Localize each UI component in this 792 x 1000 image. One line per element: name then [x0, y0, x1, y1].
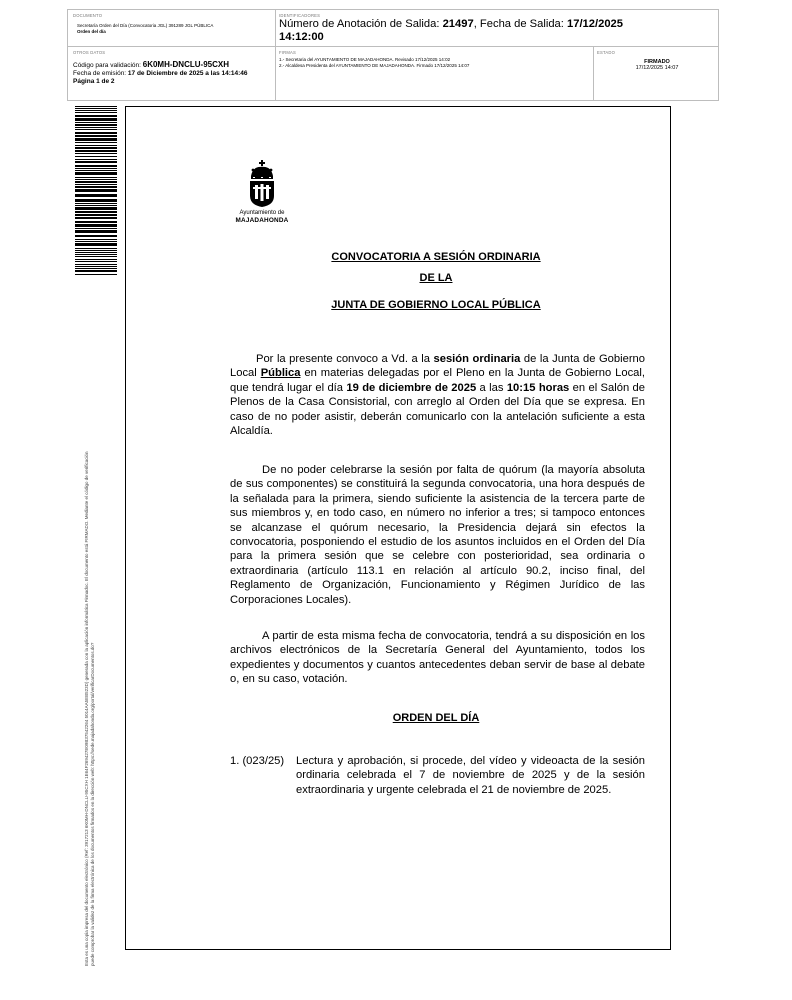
barcode-bar	[75, 239, 117, 240]
barcode-bar	[75, 211, 117, 213]
p1-sesion-ordinaria: sesión ordinaria	[433, 353, 521, 365]
barcode-bar	[75, 161, 117, 163]
emision-value: 17 de Diciembre de 2025 a las 14:14:46	[127, 70, 248, 77]
barcode-bar	[75, 168, 117, 169]
barcode-bar	[75, 248, 117, 249]
emision-prefix: Fecha de emisión:	[73, 70, 128, 77]
registro-mid: , Fecha de Salida:	[473, 18, 567, 30]
documento-line1: Secretaría Orden del Día (Convocatoria JGL) 391289 JGL PÚBLICA	[77, 23, 214, 28]
barcode-bar	[75, 147, 117, 149]
orden-item-text: Lectura y aprobación, si procede, del vídeo y videoacta de la sesión ordinaria celebrada el 7 de noviembre de 2025 y de la sesión extraordinaria y urgente celebrada el 21 de noviembre de 2025.	[296, 755, 645, 796]
registro-numero: 21497	[442, 18, 474, 30]
title-line2: DE LA	[419, 272, 453, 284]
barcode-bar	[75, 217, 117, 219]
codigo-prefix: Código para validación:	[73, 62, 143, 69]
barcode-bar	[75, 261, 117, 262]
barcode-bar	[75, 230, 117, 233]
barcode-bar	[75, 228, 117, 229]
barcode-bar	[75, 142, 117, 143]
barcode-bar	[75, 214, 117, 216]
barcode-bar	[75, 159, 117, 160]
fecha-emision	[73, 70, 273, 78]
registro-fecha: 17/12/2025	[567, 18, 623, 30]
identificadores-cell	[279, 13, 717, 46]
barcode-bar	[75, 135, 117, 137]
orden-item-number: 1. (023/25)	[230, 755, 285, 767]
barcode-bar	[75, 165, 117, 167]
signature-header-table	[67, 9, 719, 101]
estado-cell	[597, 50, 717, 100]
barcode-bar	[75, 250, 117, 251]
barcode-bar	[75, 112, 117, 113]
barcode-bar	[75, 264, 117, 265]
barcode-bar	[75, 172, 117, 175]
barcode-bar	[75, 221, 117, 223]
barcode	[75, 106, 117, 276]
estado-label: ESTADO	[597, 50, 616, 55]
registro-hora: 14:12:00	[279, 31, 324, 43]
orden-del-dia-heading: ORDEN DEL DÍA	[392, 712, 480, 724]
barcode-bar	[75, 184, 117, 185]
documento-label: DOCUMENTO	[73, 13, 103, 18]
barcode-bar	[75, 127, 117, 128]
codigo-value: 6K0MH-DNCLU-95CXH	[142, 60, 229, 69]
barcode-bar	[75, 203, 117, 204]
barcode-bar	[75, 235, 117, 237]
barcode-bar	[75, 124, 117, 126]
estado-fecha: 17/12/2025 14:07	[635, 65, 679, 71]
verification-side-text	[84, 286, 95, 966]
barcode-bar	[75, 243, 117, 246]
barcode-bar	[75, 224, 117, 227]
barcode-bar	[75, 189, 117, 192]
barcode-bar	[75, 186, 117, 188]
logo-line2: MAJADAHONDA	[235, 217, 289, 224]
logo-line1: Ayuntamiento de	[239, 210, 285, 216]
barcode-bar	[75, 153, 117, 154]
side-text-line2: puede comprobar la validez de la firma electrónica de los documentos firmados en la dirección web: https://sede.majadahonda.org/portal/verificarDocumentos.do?	[89, 642, 95, 966]
barcode-bar	[75, 256, 117, 257]
barcode-bar	[75, 108, 117, 109]
firmas-label: FIRMAS	[279, 50, 297, 55]
p1-e: en materias delegadas por el Pleno en la Junta de Gobierno Local, que tendrá lugar el día	[230, 367, 645, 394]
barcode-bar	[75, 115, 117, 117]
barcode-bar	[75, 266, 117, 267]
barcode-bar	[75, 145, 117, 146]
barcode-bar	[75, 118, 117, 121]
barcode-bar	[75, 199, 117, 202]
barcode-bar	[75, 207, 117, 210]
firmas-cell	[279, 50, 591, 100]
barcode-bar	[75, 122, 117, 123]
ayuntamiento-logo	[228, 160, 296, 230]
barcode-bar	[75, 270, 117, 272]
barcode-bar	[75, 150, 117, 152]
barcode-bar	[75, 194, 117, 197]
otros-label: OTROS DATOS	[73, 50, 106, 55]
registro-text	[279, 18, 717, 31]
barcode-bar	[75, 254, 117, 255]
p1-publica: Pública	[260, 367, 301, 380]
p1-a: Por la presente convoco a Vd. a la	[256, 353, 434, 365]
barcode-bar	[75, 179, 117, 180]
p1-i: en el Salón de Plenos de la Casa Consistorial, con arreglo al Orden del Día que se expresa. En caso de no poder asistir, deberán comunicarlo con la antelación suficiente a esta Alcaldía.	[230, 381, 645, 438]
title-line1: CONVOCATORIA A SESIÓN ORDINARIA	[331, 251, 541, 263]
barcode-bar	[75, 170, 117, 171]
codigo-validacion	[73, 61, 273, 70]
registro-prefix: Número de Anotación de Salida:	[279, 18, 443, 30]
side-text-line1: Esta es una copia impresa del documento electrónico (Ref: 3917213 6K0MH-DNCLU-95CXH 1E64F269427E09B37542264 5014AA5EB523D) generada con la aplicación informática Firmadoc. El documento está FIRMADO. Mediante el código de verificación	[84, 451, 89, 966]
barcode-bar	[75, 110, 117, 111]
pagina-indicator: Página 1 de 2	[73, 78, 115, 85]
barcode-bar	[75, 274, 117, 275]
barcode-bar	[75, 106, 117, 107]
firma-1: 1.- Secretaria del AYUNTAMIENTO DE MAJADAHONDA. Revisado 17/12/2025 14:02	[279, 57, 451, 62]
otros-datos-cell	[73, 50, 273, 100]
firma-2: 2.- Alcaldesa Presidenta del AYUNTAMIENTO DE MAJADAHONDA. Firmado 17/12/2025 14:07	[279, 63, 470, 68]
paragraph-disposicion: A partir de esta misma fecha de convocatoria, tendrá a su disposición en los archivos electrónicos de la Secretaría General del Ayuntamiento, todos los expedientes y documentos y cuantos antecedentes deban servir de base al debate o, en su caso, votación.	[230, 630, 645, 686]
barcode-bar	[75, 156, 117, 157]
p1-hora: 10:15 horas	[506, 381, 570, 394]
paragraph-quorum: De no poder celebrarse la sesión por falta de quórum (la mayoría absoluta de sus componentes) se constituirá la segunda convocatoria, una hora después de la señalada para la primera, siendo suficiente la asistencia de la tercera parte de sus miembros y, en todo caso, en número no inferior a tres; si tampoco entonces se alcanzase el quórum necesario, la Presidencia dejará sin efectos la convocatoria, posponiendo el estudio de los asuntos incluidos en el Orden del Día para la primera sesión que se celebre con posterioridad, sea ordinaria o extraordinaria (artículo 113.1 en relación al artículo 90.2, inciso final, del Reglamento de Organización, Funcionamiento y Régimen Jurídico de las Corporaciones Locales).	[230, 464, 645, 606]
barcode-bar	[75, 252, 117, 253]
barcode-bar	[75, 268, 117, 269]
barcode-bar	[75, 177, 117, 178]
p1-g: a las	[476, 381, 507, 394]
barcode-bar	[75, 129, 117, 130]
title-line3: JUNTA DE GOBIERNO LOCAL PÚBLICA	[331, 299, 541, 311]
identificadores-label: IDENTIFICADORES	[279, 13, 321, 18]
crown-crest-icon	[247, 160, 277, 208]
paragraph-convocatoria	[230, 352, 645, 438]
documento-cell	[73, 13, 271, 45]
documento-line2: Orden del día	[77, 29, 106, 34]
barcode-bar	[75, 132, 117, 134]
barcode-bar	[75, 138, 117, 141]
barcode-bar	[75, 259, 117, 260]
barcode-bar	[75, 205, 117, 206]
barcode-bar	[75, 181, 117, 183]
estado-value: FIRMADO	[644, 59, 670, 65]
p1-fecha: 19 de diciembre de 2025	[346, 381, 477, 394]
barcode-bar	[75, 241, 117, 242]
p1-c: de la Junta de Gobierno Local	[230, 353, 645, 380]
